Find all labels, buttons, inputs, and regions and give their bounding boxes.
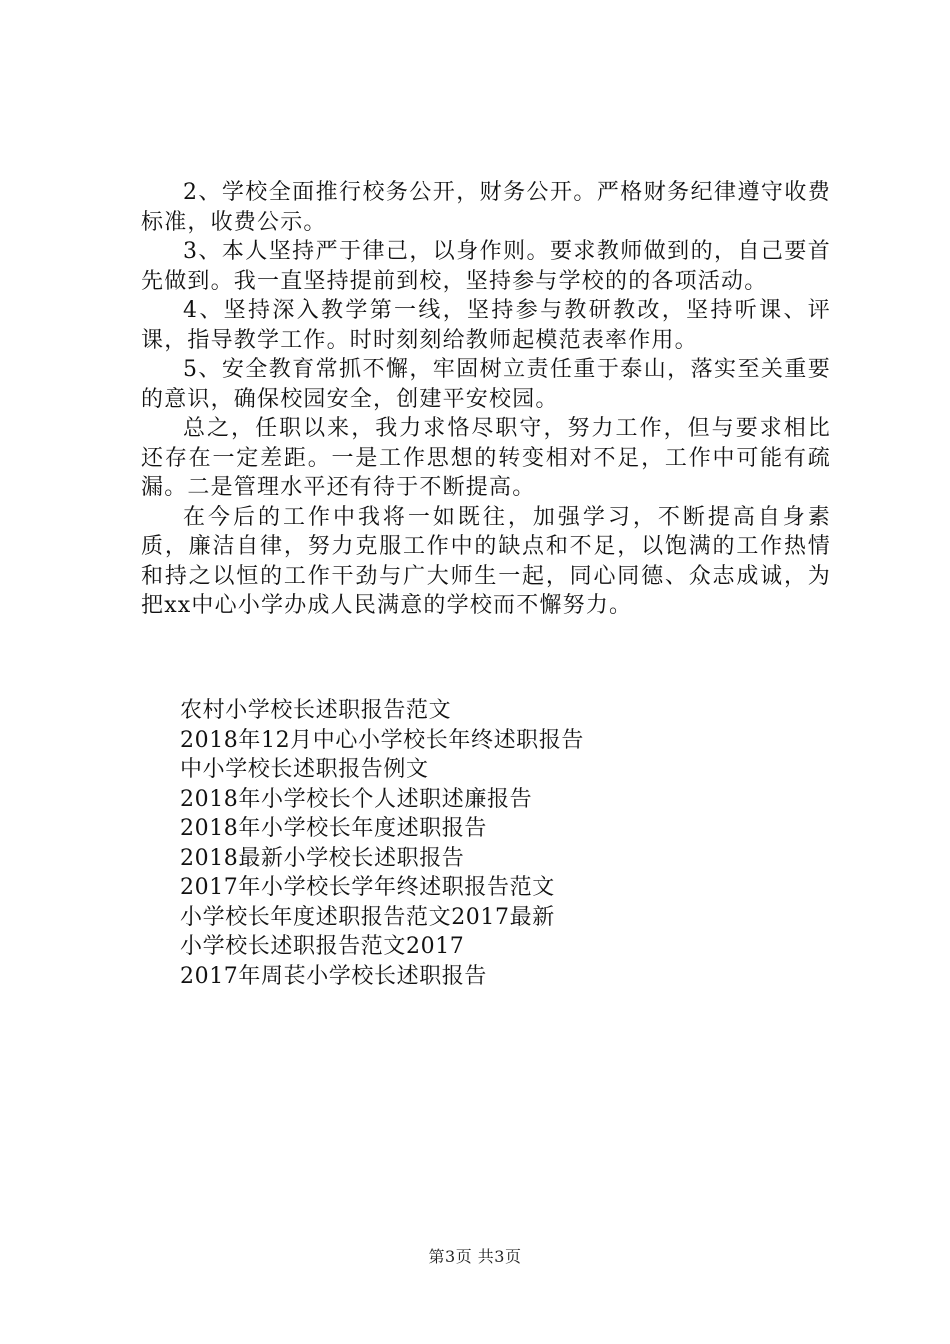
paragraph-outlook: 在今后的工作中我将一如既往，加强学习，不断提高自身素质，廉洁自律，努力克服工作中的缺点和不足，以饱满的工作热情和持之以恒的工作干劲与广大师生一起，同心同德、众志成诚，为把xx中心小学办成人民满意的学校而不懈努力。 (141, 504, 831, 618)
related-link[interactable]: 2017年小学校长学年终述职报告范文 (180, 875, 555, 900)
related-link[interactable]: 2018年小学校长个人述职述廉报告 (180, 786, 533, 812)
related-link[interactable]: 2018年小学校长年度述职报告 (180, 816, 487, 841)
paragraph-item-5: 5、安全教育常抓不懈，牢固树立责任重于泰山，落实至关重要的意识，确保校园安全，创建平安校园。 (141, 357, 831, 412)
report-body (141, 178, 831, 621)
related-link[interactable]: 小学校长年度述职报告范文2017最新 (180, 904, 555, 930)
paragraph-item-3: 3、本人坚持严于律己，以身作则。要求教师做到的，自己要首先做到。我一直坚持提前到校，坚持参与学校的的各项活动。 (141, 239, 831, 294)
page-number-footer: 第3页 共3页 (428, 1247, 522, 1266)
related-link[interactable]: 小学校长述职报告范文2017 (180, 934, 465, 959)
related-link[interactable]: 2018年12月中心小学校长年终述职报告 (180, 727, 584, 753)
related-links-list (180, 696, 820, 991)
related-link[interactable]: 2018最新小学校长述职报告 (180, 845, 465, 871)
paragraph-summary: 总之，任职以来，我力求恪尽职守，努力工作，但与要求相比还存在一定差距。一是工作思想的转变相对不足，工作中可能有疏漏。二是管理水平还有待于不断提高。 (141, 416, 831, 500)
paragraph-item-2: 2、学校全面推行校务公开，财务公开。严格财务纪律遵守收费标准，收费公示。 (141, 180, 831, 235)
paragraph-item-4: 4、坚持深入教学第一线，坚持参与教研教改，坚持听课、评课，指导教学工作。时时刻刻给教师起模范表率作用。 (141, 298, 831, 353)
related-link[interactable]: 中小学校长述职报告例文 (180, 757, 429, 782)
related-link[interactable]: 农村小学校长述职报告范文 (180, 698, 452, 723)
related-link[interactable]: 2017年周苌小学校长述职报告 (180, 963, 487, 989)
